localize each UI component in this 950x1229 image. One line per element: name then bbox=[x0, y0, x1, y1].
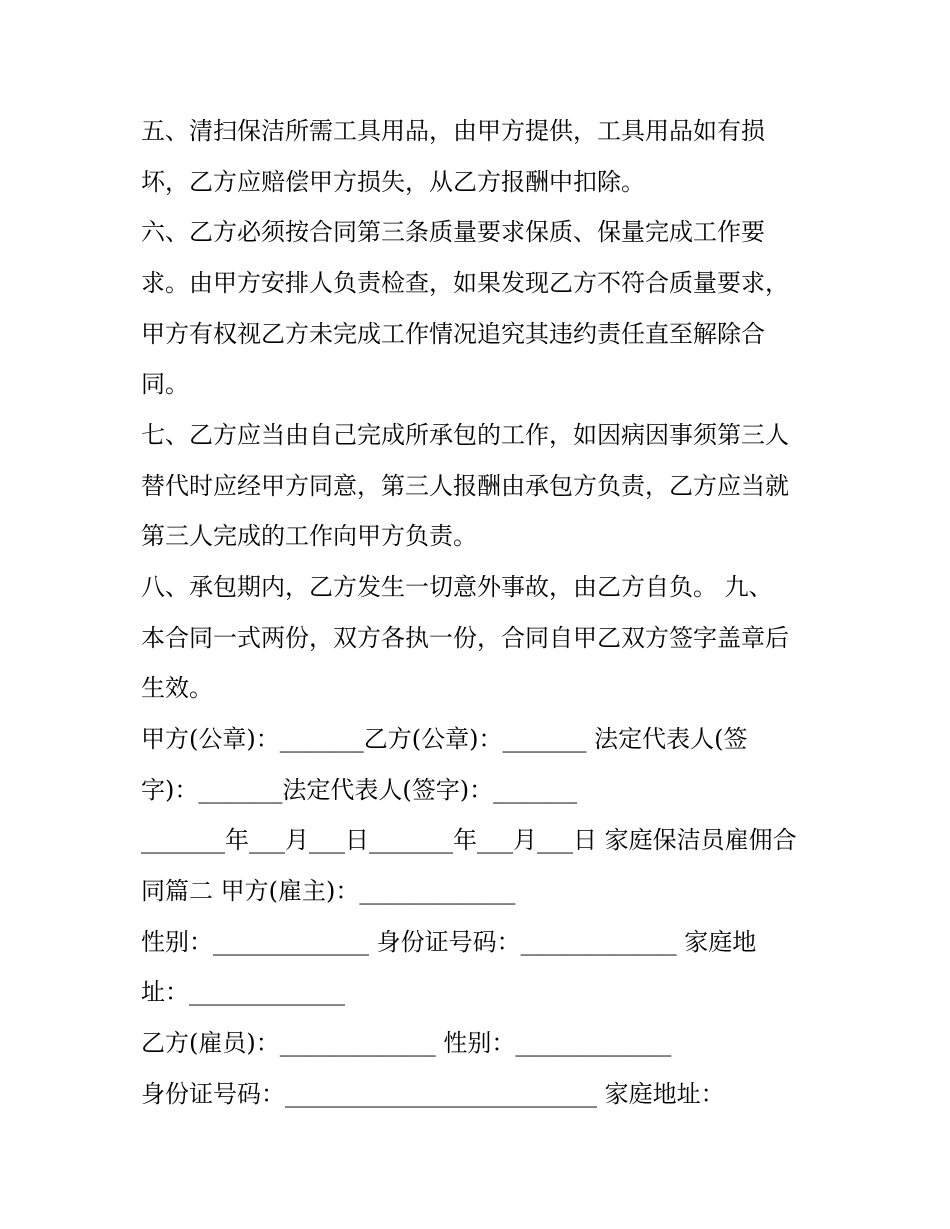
party-a-info-line-2: 址：_____________ bbox=[141, 978, 345, 1006]
party-b-info-line-1: 乙方(雇员)：_____________ 性别：_____________ bbox=[141, 1029, 672, 1057]
clause-5-line-1: 五、清扫保洁所需工具用品，由甲方提供，工具用品如有损 bbox=[141, 117, 765, 145]
date-line: _______年___月___日_______年___月___日 家庭保洁员雇佣合 bbox=[141, 826, 797, 854]
clause-6-line-4: 同。 bbox=[141, 370, 189, 398]
clause-9-line-1: 本合同一式两份，双方各执一份，合同自甲乙双方签字盖章后 bbox=[141, 624, 789, 652]
clause-6-line-3: 甲方有权视乙方未完成工作情况追究其违约责任直至解除合 bbox=[141, 320, 765, 348]
clause-7-line-3: 第三人完成的工作向甲方负责。 bbox=[141, 522, 477, 550]
clause-6-line-1: 六、乙方必须按合同第三条质量要求保质、保量完成工作要 bbox=[141, 218, 765, 246]
clause-6-line-2: 求。由甲方安排人负责检查，如果发现乙方不符合质量要求， bbox=[141, 269, 789, 297]
clause-7-line-2: 替代时应经甲方同意，第三人报酬由承包方负责，乙方应当就 bbox=[141, 472, 789, 500]
clause-8-line-1: 八、承包期内，乙方发生一切意外事故，由乙方自负。 九、 bbox=[141, 573, 773, 601]
party-b-info-line-2: 身份证号码：__________________________ 家庭地址： bbox=[141, 1080, 725, 1108]
clause-9-line-2: 生效。 bbox=[141, 674, 213, 702]
signature-line-2: 字)：_______法定代表人(签字)：_______ bbox=[141, 776, 578, 804]
contract-two-heading: 同篇二 甲方(雇主)：_____________ bbox=[141, 877, 516, 905]
party-a-info-line-1: 性别：_____________ 身份证号码：_____________ 家庭地 bbox=[141, 928, 757, 956]
clause-7-line-1: 七、乙方应当由自己完成所承包的工作，如因病因事须第三人 bbox=[141, 421, 789, 449]
clause-5-line-2: 坏，乙方应赔偿甲方损失，从乙方报酬中扣除。 bbox=[141, 168, 645, 196]
signature-line-1: 甲方(公章)：_______乙方(公章)：_______ 法定代表人(签 bbox=[141, 725, 748, 753]
